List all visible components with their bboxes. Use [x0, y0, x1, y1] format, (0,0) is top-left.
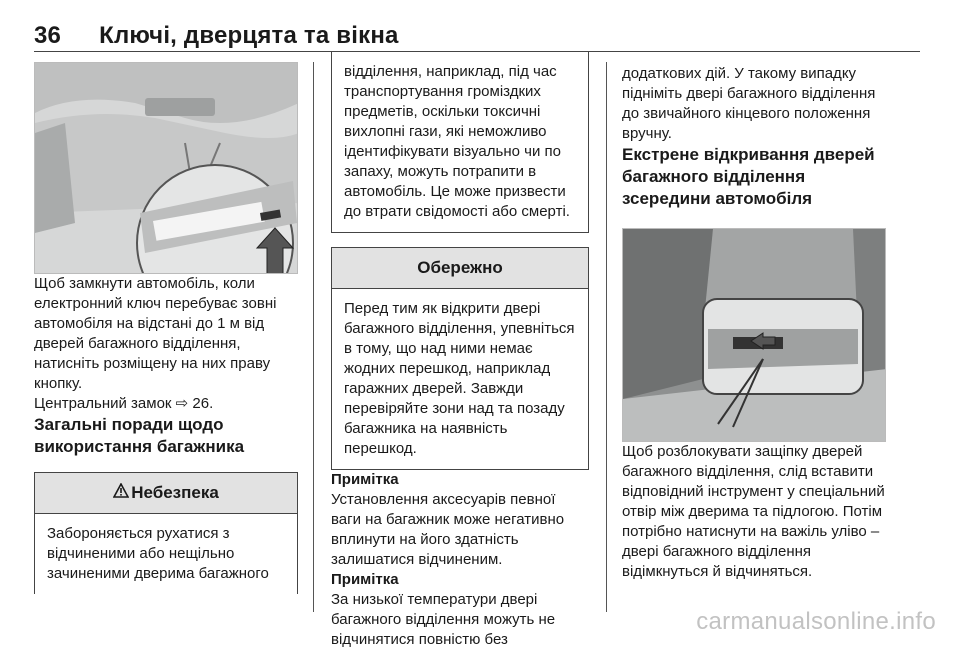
- section-heading-emergency-opening: Екстрене відкривання дверей багажного відділення зсередини автомобіля: [622, 145, 875, 208]
- column-3: [622, 62, 890, 582]
- emergency-release-svg: [623, 229, 886, 442]
- tailgate-button-illustration: [34, 62, 298, 274]
- column-divider: [606, 62, 607, 612]
- page-header: [34, 22, 399, 50]
- section-heading-trunk-tips: Загальні поради щодо використання багажника: [34, 415, 245, 456]
- warning-box-continued: [331, 52, 589, 233]
- note-title-2: Примітка: [331, 571, 399, 588]
- caution-title: Обережно: [332, 248, 588, 289]
- watermark: carmanualsonline.info: [696, 608, 936, 635]
- warning-box: [34, 472, 298, 594]
- tailgate-illustration-svg: [35, 63, 298, 274]
- page-title: Ключі, дверцята та вікна: [99, 22, 399, 49]
- central-lock-reference: Центральний замок ⇨ 26.: [34, 395, 214, 412]
- caution-text: Перед тим як відкрити двері багажного відділення, упевніться в тому, що над ними немає жодних перешкод, наприклад гаражних дверей. Завжди перевіряйте зони над та позаду багажника на наявність перешкод.: [344, 300, 575, 457]
- emergency-opening-paragraph: Щоб розблокувати защіпку дверей багажного відділення, слід вставити відповідний інструмент у спеціальний отвір між дверима та підлогою. Потім потрібно натиснути на важіль уліво – двері багажного відділення відімкнуться й відчиняться.: [622, 443, 885, 580]
- warning-title: [35, 473, 297, 514]
- emergency-release-illustration: [622, 228, 886, 442]
- warning-triangle-icon: [113, 483, 129, 503]
- warning-text-continued: відділення, наприклад, під час транспортування громіздких предметів, оскільки токсичні вихлопні гази, які неможливо ідентифікувати візуально чи по запаху, можуть потрапити в автомобіль. Це може призвести до втрати свідомості або смерті.: [344, 63, 570, 220]
- column-1: [34, 62, 298, 594]
- warning-text: Забороняється рухатися з відчиненими або нещільно зачиненими дверима багажного: [47, 525, 269, 582]
- warning-title-text: Небезпека: [131, 483, 219, 502]
- note-text-1: Установлення аксесуарів певної ваги на багажник може негативно вплинути на його здатність залишатися відчиненим.: [331, 491, 565, 568]
- note-text-2-continued: додаткових дій. У такому випадку підніміть двері багажного відділення до звичайного кінцевого положення вручну.: [622, 65, 876, 142]
- note-text-2: За низької температури двері багажного відділення можуть не відчинятися повністю без: [331, 591, 556, 648]
- caution-box: [331, 247, 589, 470]
- note-title-1: Примітка: [331, 471, 399, 488]
- lock-paragraph: Щоб замкнути автомобіль, коли електронний ключ перебуває зовні автомобіля на відстані до 1 м від дверей багажного відділення, натисніть розміщену на них праву кнопку.: [34, 275, 277, 392]
- column-divider: [313, 62, 314, 612]
- column-2: [331, 62, 589, 650]
- page-number: 36: [34, 22, 62, 49]
